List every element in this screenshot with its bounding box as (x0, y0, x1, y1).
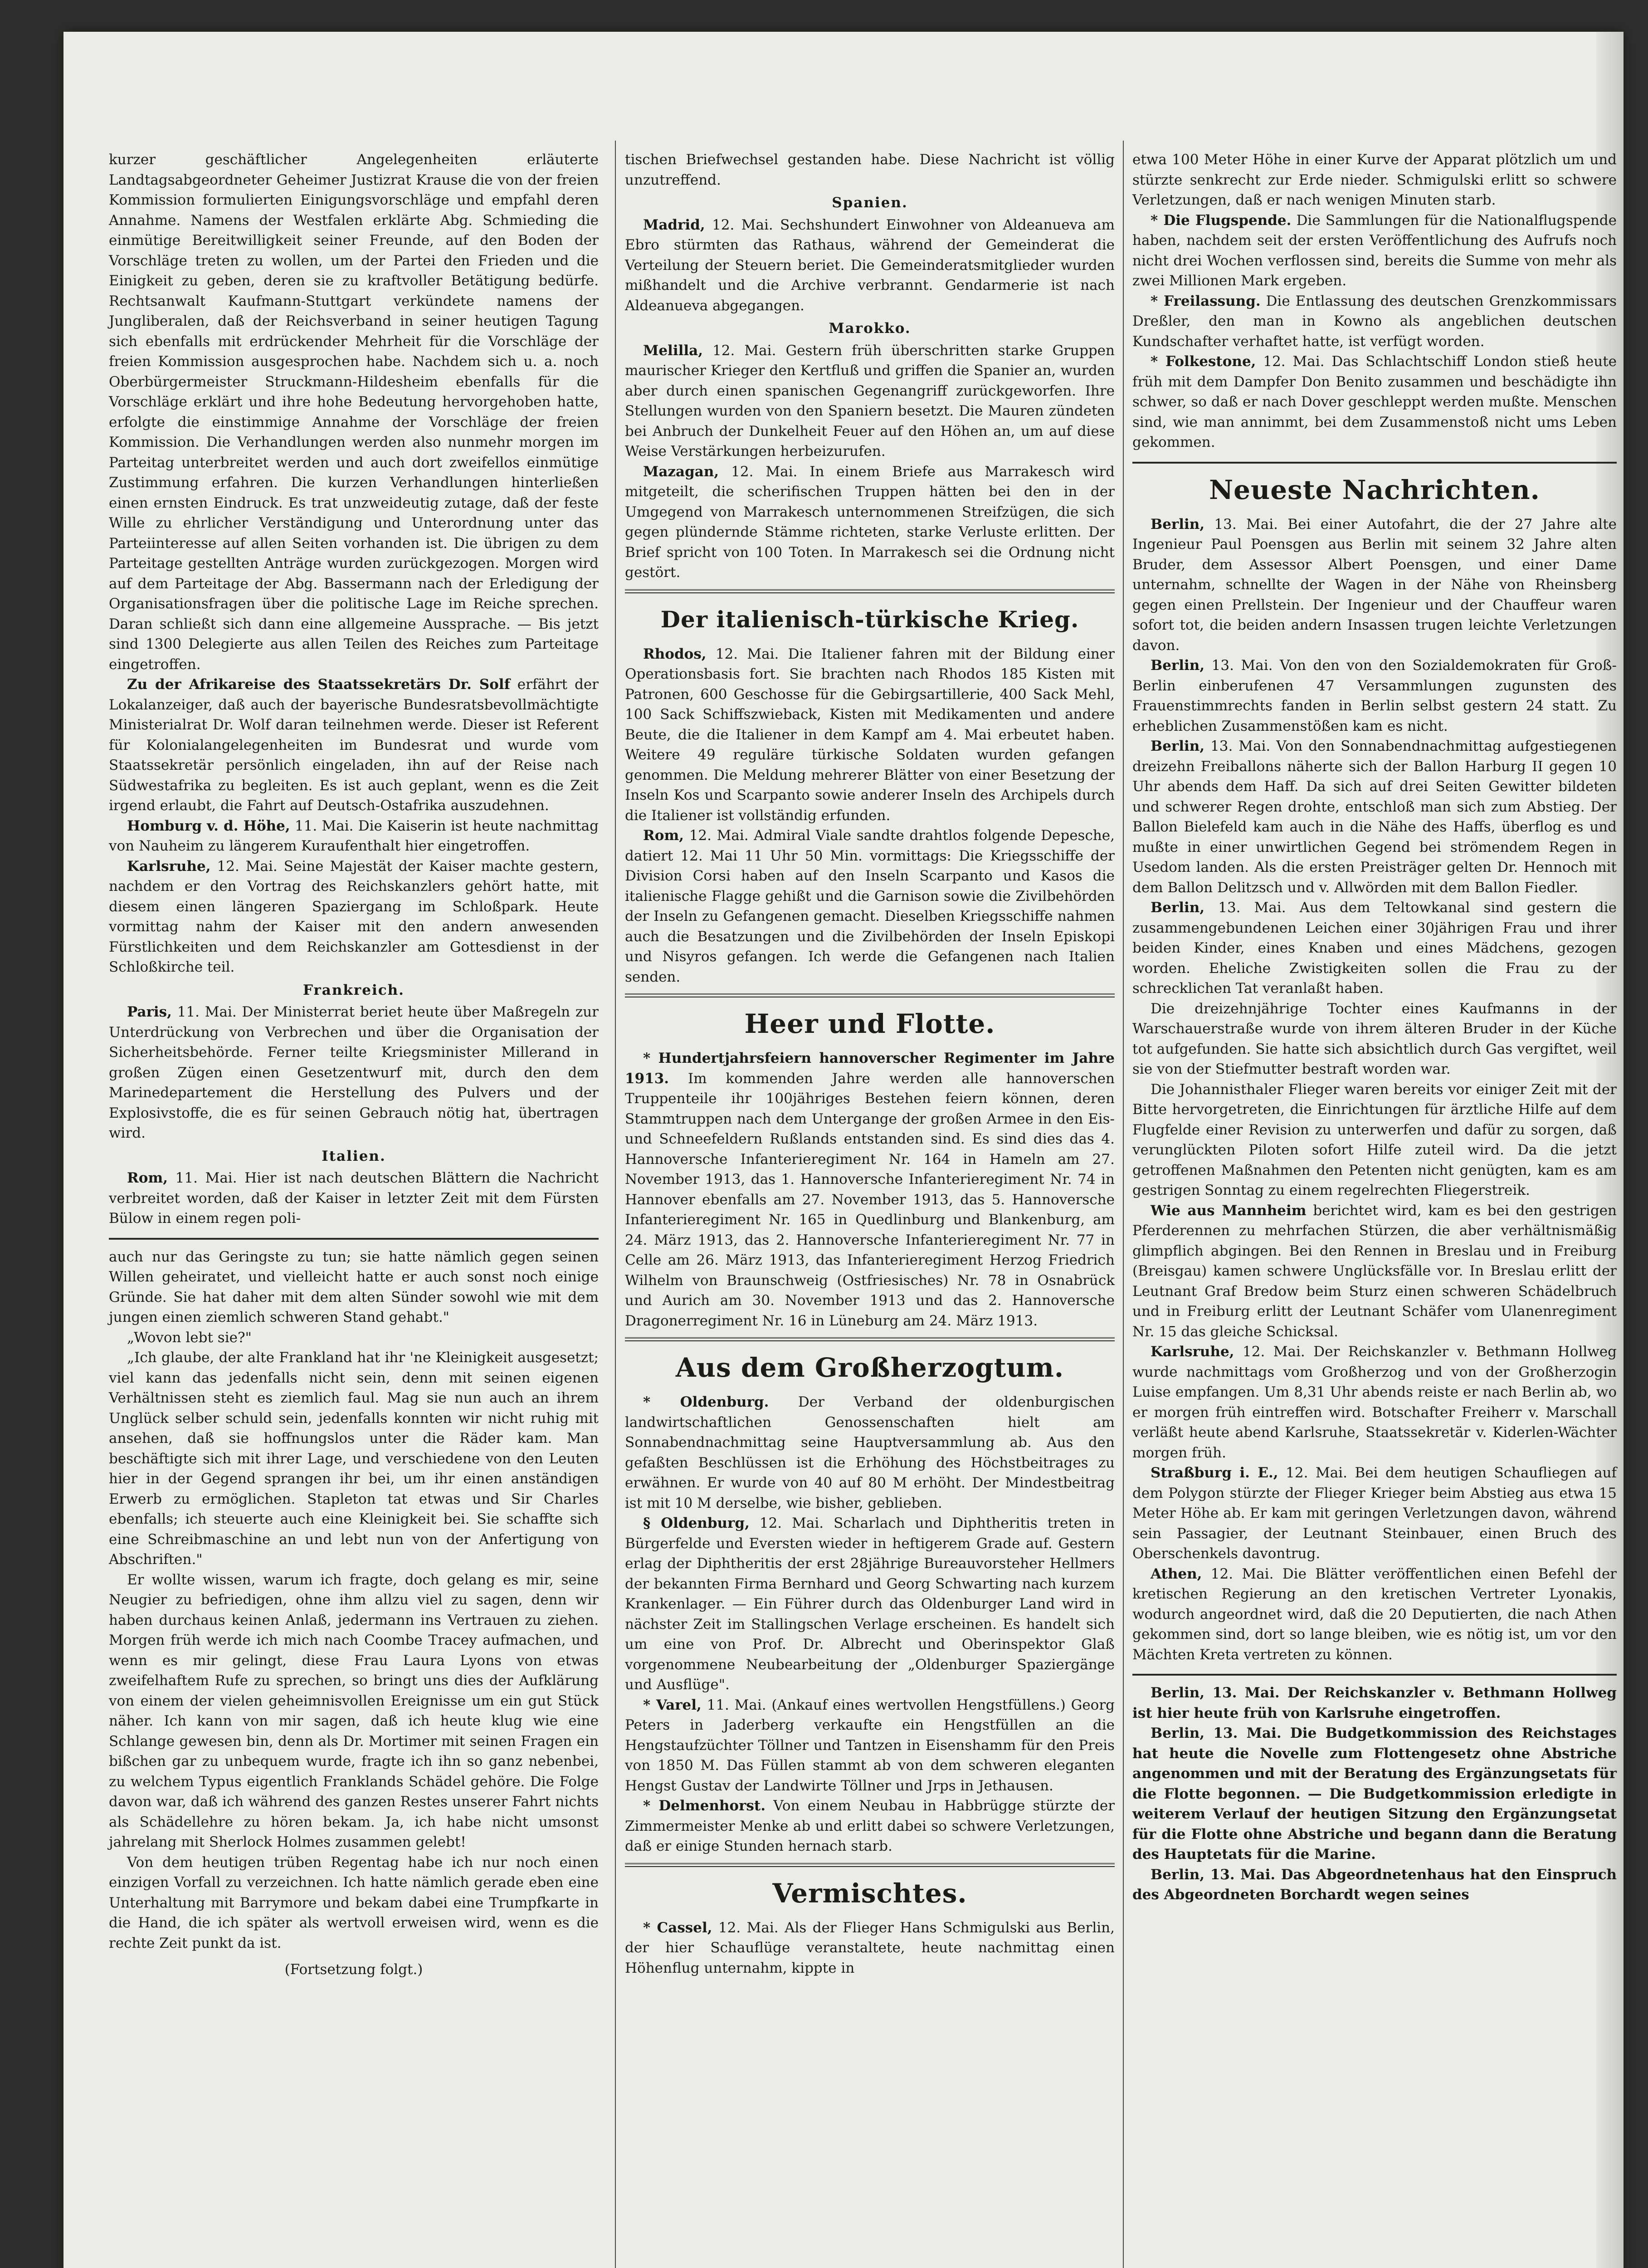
article-paragraph (625, 215, 1115, 316)
paragraph-text: erfährt der Lokalanzeiger, daß auch der bayerische Bundesratsbevollmächtigte Ministerialrat Dr. Wolf daran teilnehmen werde. Dieser ist Referent für Kolonialangelegenheiten im Bundesrat und wurde vom Staatssekretär persönlich eingeladen, ihn auf der Reise nach Südwestafrika zu begleiten. Es ist auch geplant, wenn es die Zeit irgend erlaubt, die Fahrt auf Deutsch-Ostafrika auszudehnen. (109, 676, 599, 814)
dateline: Homburg v. d. Höhe, (127, 817, 290, 834)
article-paragraph (625, 1796, 1115, 1857)
section-rule (625, 993, 1115, 997)
dateline: Paris, (127, 1004, 172, 1020)
dateline: Berlin, 13. Mai. (1151, 1866, 1276, 1883)
feuilleton-paragraph: Von dem heutigen trüben Regentag habe ich nur noch einen einzigen Vorfall zu verzeichnen. Ich hatte nämlich gerade eben eine Unterhaltung mit Barrymore und bekam dabei eine Trumpfkarte in die Hand, die ich später als wertvoll erweisen wird, wenn es die rechte Zeit punkt da ist. (109, 1854, 599, 1951)
paragraph-text: Die Entlassung des deutschen Grenzkommissars Dreßler, den man in Kowno als angeblichen deutschen Kundschafter verhaftet hatte, ist verfügt worden. (1132, 293, 1617, 350)
paragraph-text: berichtet wird, kam es bei den gestrigen Pferderennen zu mehrfachen Stürzen, die aber verhältnismäßig glimpflich abgingen. Bei den Rennen in Breslau und in Freiburg (Breisgau) kamen schwere Unglücksfälle vor. In Breslau erlitt der Leutnant Graf Bredow beim Sturz einen schweren Schädelbruch und in Freiburg erlitt der Leutnant Schäfer vom Ulanenregiment Nr. 15 das gleiche Schicksal. (1132, 1202, 1617, 1340)
paragraph-text: Von einem Neubau in Habbrügge stürzte der Zimmermeister Menke ab und erlitt dabei so schwere Verletzungen, daß er einige Stunden hernach starb. (625, 1798, 1115, 1854)
paragraph-text: 13. Mai. Von den von den Sozialdemokraten für Groß-Berlin einberufenen 47 Versammlungen zugunsten des Frauenstimmrechts fanden in Berlin selbst gestern 24 statt. Zu erheblichen Zusammenstößen kam es nicht. (1132, 657, 1617, 734)
dateline: Karlsruhe, (1151, 1344, 1234, 1360)
paragraph-text: 11. Mai. Hier ist nach deutschen Blättern die Nachricht verbreitet worden, daß der Kaiser in letzter Zeit mit dem Fürsten Bülow in einem regen poli- (109, 1170, 599, 1227)
dateline: Mazagan, (643, 463, 719, 480)
paragraph-text: Das Abgeordnetenhaus hat den Einspruch des Abgeordneten Borchardt wegen seines (1132, 1866, 1617, 1903)
paragraph-text: Der Verband der oldenburgischen landwirtschaftlichen Genossenschaften hielt am Sonnabendnachmittag seine Hauptversammlung ab. Aus den gefaßten Beschlüssen ist die Erhöhung des Höchstbeitrages zu erwähnen. Er wurde von 40 auf 80 M erhöht. Der Mindestbeitrag ist mit 10 M derselbe, wie bisher, geblieben. (625, 1394, 1115, 1511)
paragraph-text: 12. Mai. Die Italiener fahren mit der Bildung einer Operationsbasis fort. Sie brachten nach Rhodos 185 Kisten mit Patronen, 600 Geschosse für die Gebirgsartillerie, 400 Sack Mehl, 100 Sack Schiffszwieback, Kisten mit Medikamenten und andere Beute, die die Italiener in dem Kampf am 4. Mai erbeutet haben. Weitere 49 reguläre türkische Soldaten wurden gefangen genommen. Die Meldung mehrerer Blätter von einer Besetzung der Inseln Kos und Scarpanto sowie anderer Inseln des Archipels durch die Italiener ist vollständig erfunden. (625, 645, 1115, 824)
telegram-paragraph (1132, 1683, 1617, 1723)
dateline: * Folkestone, (1151, 353, 1256, 370)
article-paragraph (1132, 210, 1617, 291)
article-paragraph (625, 644, 1115, 826)
paragraph-lead: * Hundertjahrsfeiern hannoverscher Regimenter im Jahre 1913. (625, 1050, 1115, 1087)
dateline: Rom, (127, 1170, 168, 1186)
section-heading: Spanien. (832, 195, 908, 211)
article-paragraph (625, 341, 1115, 462)
feuilleton-paragraph: „Wovon lebt sie?" (127, 1329, 252, 1346)
paragraph-text: 12. Mai. Als der Flieger Hans Schmigulski aus Berlin, der hier Schauflüge veranstaltete, heute nachmittag einen Höhenflug unternahm, kippte in (625, 1919, 1115, 1976)
dateline: Berlin, 13. Mai. (1151, 1685, 1280, 1701)
article-paragraph (1132, 898, 1617, 999)
paragraph-text: 12. Mai. Bei dem heutigen Schaufliegen auf dem Polygon stürzte der Flieger Krieger beim Abstieg aus etwa 15 Meter Höhe ab. Er kam mit geringen Verletzungen davon, während sein Passagier, der Leutnant Steinbauer, einen Bruch des Oberschenkels davontrug. (1132, 1465, 1617, 1562)
dateline: Berlin, (1151, 899, 1205, 916)
section-rule (625, 1337, 1115, 1341)
paragraph-text: 11. Mai. Der Ministerrat beriet heute über Maßregeln zur Unterdrückung von Verbrechen und über die Organisation der Sicherheitsbehörde. Ferner teilte Kriegsminister Millerand in großen Zügen einen Gesetzentwurf mit, durch den dem Marinedepartement die Herstellung des Pulvers und der Explosivstoffe, die es für seinen Gebrauch nötig hat, übertragen wird. (109, 1004, 599, 1141)
telegram-paragraph (1132, 1723, 1617, 1865)
article-paragraph (1132, 1201, 1617, 1342)
article-paragraph (625, 1918, 1115, 1979)
dateline: Madrid, (643, 216, 705, 233)
paragraph-text: 12. Mai. Die Blätter veröffentlichen einen Befehl der kretischen Regierung an den kretischen Vertreter Lyonakis, wodurch angeordnet wird, daß die 20 Deputierten, die nach Athen gekommen sind, dort so lange bleiben, wie es nötig ist, um vor den Mächten Kreta vertreten zu können. (1132, 1565, 1617, 1663)
paragraph-text: Die Budgetkommission des Reichstages hat heute die Novelle zum Flottengesetz ohne Abstriche angenommen und mit der Beratung des Ergänzungsetats für die Flotte begonnen. — Die Budgetkommission erledigte in weiterem Verlauf der heutigen Sitzung den Ergänzungsetat für die Flotte ohne Abstriche und begann dann die Beratung des Hauptetats für die Marine. (1132, 1725, 1617, 1862)
article-paragraph (625, 462, 1115, 583)
article-paragraph (109, 675, 599, 816)
article-paragraph (109, 816, 599, 856)
feuilleton-paragraph: Er wollte wissen, warum ich fragte, doch gelang es mir, seine Neugier zu befriedigen, ohne ihm allzu viel zu sagen, denn wir haben durchaus keinen Anlaß, jedermann ins Vertrauen zu ziehen. Morgen früh werde ich mich nach Coombe Tracey aufmachen, und wenn es mir gelingt, diese Frau Laura Lyons von etwas zweifelhaftem Rufe zu sprechen, so bringt uns dies der Aufklärung von einem der vielen geheimnisvollen Ereignisse um ein gut Stück näher. Ich kann von mir sagen, daß ich heute klug wie eine Schlange gewesen bin, denn als Dr. Mortimer mit seinen Fragen ein bißchen gar zu unbequem wurde, fragte ich ihn so ganz nebenbei, zu welchem Typus eigentlich Franklands Schädel gehöre. Die Folge davon war, daß ich während des ganzen Restes unserer Fahrt nichts als Schädellehre zu hören bekam. Ja, ich habe nicht umsonst jahrelang mit Sherlock Holmes zusammen gelebt! (109, 1571, 599, 1850)
paragraph-lead: * Die Flugspende. (1151, 212, 1292, 229)
article-paragraph (1132, 1463, 1617, 1564)
feuilleton-paragraph: „Ich glaube, der alte Frankland hat ihr 'ne Kleinigkeit ausgesetzt; viel kann das jedenfalls nicht sein, denn mit seinen eigenen Verhältnissen steht es ziemlich faul. Mag sie nun auch an ihrem Unglück selber schuld sein, jedenfalls konnten wir nicht ruhig mit ansehen, daß sie hoffnungslos unter die Räder kam. Man beschäftigte sich mit ihrer Lage, und verschiedene von den Leuten hier in der Gegend sprangen ihr bei, um ihr einen anständigen Erwerb zu ermöglichen. Stapleton tat etwas und Sir Charles ebenfalls; ich steuerte auch eine Kleinigkeit bei. Sie schaffte sich eine Schreibmaschine an und lebt nun von der Anfertigung von Abschriften." (109, 1349, 599, 1568)
section-heading: Frankreich. (303, 982, 405, 998)
section-rule (1132, 1674, 1617, 1676)
article-paragraph: kurzer geschäftlicher Angelegenheiten erläuterte Landtagsabgeordneter Geheimer Justizrat Krause die von der freien Kommission formulierten Einigungsvorschläge und empfahl deren Annahme. Namens der Westfalen erklärte Abg. Schmieding die einmütige Bereitwilligkeit seiner Freunde, auf den Boden der Vorschläge treten zu wollen, um der Partei den Frieden und die Einigkeit zu geben, deren sie zu kraftvoller Betätigung bedürfe. Rechtsanwalt Kaufmann-Stuttgart verkündete namens der Jungliberalen, daß der Reichsverband in seiner heutigen Tagung sich ebenfalls mit erdrückender Mehrheit für die Vorschläge der freien Kommission ausgesprochen habe. Nachdem sich u. a. noch Oberbürgermeister Struckmann-Hildesheim ebenfalls für die Vorschläge erklärt und ihre hohe Bedeutung hervorgehoben hatte, erfolgte die einstimmige Annahme der Vorschläge der freien Kommission. Die Verhandlungen werden also nunmehr morgen im Parteitag unterbreitet werden und auch dort zweifellos einmütige Zustimmung erfahren. Die kurzen Verhandlungen hinterließen einen ernsten Eindruck. Es trat unzweideutig zutage, daß der feste Wille zu ehrlicher Verständigung und Unterordnung unter das Parteiinteresse auf allen Seiten vorhanden ist. Die übrigen zu dem Parteitage gestellten Anträge wurden zurückgezogen. Morgen wird auf dem Parteitage der Abg. Bassermann nach der Erledigung der Organisationsfragen über die politische Lage im Reiche sprechen. Daran schließt sich dann eine allgemeine Aussprache. — Bis jetzt sind 1300 Delegierte aus allen Teilen des Reiches zum Parteitage eingetroffen. (109, 152, 599, 673)
dateline: Melilla, (643, 342, 703, 359)
paragraph-text: Die Sammlungen für die Nationalflugspende haben, nachdem seit der ersten Veröffentlichung des Aufrufs noch nicht drei Wochen verflossen sind, bereits die Summe von mehr als zwei Millionen Mark ergeben. (1132, 212, 1617, 289)
paragraph-lead: * Freilassung. (1151, 293, 1261, 309)
article-paragraph (1132, 1342, 1617, 1463)
section-rule (625, 589, 1115, 593)
dateline: Karlsruhe, (127, 858, 211, 875)
section-rule (1132, 462, 1617, 464)
paragraph-text: 12. Mai. Sechshundert Einwohner von Aldeanueva am Ebro stürmten das Rathaus, während der Gemeinderat die Verteilung der Steuern beriet. Die Gemeinderatsmitglieder wurden mißhandelt und die Archive verbrannt. Gendarmerie ist nach Aldeanueva abgegangen. (625, 216, 1115, 314)
paragraph-text: 12. Mai. Scharlach und Diphtheritis treten in Bürgerfelde und Eversten wieder in heftigerem Grade auf. Gestern erlag der Diphtheritis der erst 28jährige Bureauvorsteher Hellmers der bekannten Firma Bernhard und Georg Schwarting nach kurzem Krankenlager. — Ein Führer durch das Oldenburger Land wird in nächster Zeit im Stallingschen Verlage erscheinen. Es handelt sich um eine von Prof. Dr. Albrecht und Oberinspektor Glaß vorgenommene Neubearbeitung der „Oldenburger Spaziergänge und Ausflüge". (625, 1515, 1115, 1693)
article-paragraph (625, 1048, 1115, 1331)
paragraph-text: 13. Mai. Bei einer Autofahrt, die der 27 Jahre alte Ingenieur Paul Poensgen aus Berlin mit seinem 32 Jahre alten Bruder, dem Assessor Albert Poensgen, und einer Dame unternahm, schnellte der Wagen in der Nähe von Rheinsberg gegen einen Prellstein. Der Ingenieur und der Chauffeur waren sofort tot, die beiden andern Insassen trugen leichte Verletzungen davon. (1132, 516, 1617, 654)
paragraph-lead: Wie aus Mannheim (1151, 1202, 1307, 1219)
article-paragraph (625, 1695, 1115, 1796)
dateline: * Delmenhorst. (643, 1798, 765, 1814)
article-paragraph (1132, 655, 1617, 736)
dateline: § Oldenburg, (643, 1515, 750, 1531)
dateline: * Oldenburg. (643, 1394, 769, 1410)
paragraph-text: 13. Mai. Aus dem Teltowkanal sind gestern die zusammengebundenen Leichen einer 30jährigen Frau und ihrer beiden Kinder, eines Knaben und eines Mädchens, gezogen worden. Eheliche Zwistigkeiten sollen die Frau zu der schrecklichen Tat veranlaßt haben. (1132, 899, 1617, 997)
dateline: Berlin, (1151, 657, 1205, 674)
article-paragraph: Die dreizehnjährige Tochter eines Kaufmanns in der Warschauerstraße wurde von ihrem älteren Bruder in der Küche tot aufgefunden. Sie hatte sich absichtlich durch Gas vergiftet, weil sie von der Stiefmutter bestraft worden war. (1132, 1000, 1617, 1077)
article-paragraph: Die Johannisthaler Flieger waren bereits vor einiger Zeit mit der Bitte hervorgetreten, die Einrichtungen für ärztliche Hilfe auf dem Flugfelde einer Revision zu unterwerfen und dafür zu sorgen, daß verunglückten Piloten sofort Hilfe zuteil wird. Da die jetzt getroffenen Maßnahmen den Petenten nicht genügten, kam es am gestrigen Sonntag zu einem regelrechten Fliegerstreik. (1132, 1081, 1617, 1198)
newspaper-page (63, 32, 1624, 2268)
paragraph-lead: Zu der Afrikareise des Staatssekretärs Dr. Solf (127, 676, 510, 693)
telegram-paragraph (1132, 1865, 1617, 1905)
column-2 (625, 150, 1115, 1978)
article-paragraph (625, 826, 1115, 987)
column-3 (1132, 150, 1617, 1905)
column-1 (109, 150, 599, 1980)
dateline: Berlin, (1151, 738, 1205, 754)
paragraph-text: 13. Mai. Von den Sonnabendnachmittag aufgestiegenen dreizehn Freiballons näherte sich der Ballon Harburg II gegen 10 Uhr abends dem Haff. Da sich auf drei Seiten Gewitter bildeten und schwerer Regen drohte, entschloß man sich zum Abstieg. Der Ballon Bielefeld kam auch in die Nähe des Haffs, überflog es und mußte in einer unwirtlichen Gegend bei strömendem Regen in Usedom landen. Als die ersten Preisträger gelten Dr. Hennoch mit dem Ballon Delitzsch und v. Allwörden mit dem Ballon Fiedler. (1132, 738, 1617, 896)
article-paragraph (625, 1392, 1115, 1513)
article-paragraph (109, 1168, 599, 1229)
article-paragraph (625, 1513, 1115, 1695)
section-heading: Marokko. (829, 320, 911, 337)
paragraph-text: 12. Mai. In einem Briefe aus Marrakesch wird mitgeteilt, die scherifischen Truppen hätten bei den in der Umgegend von Marrakesch unternommenen Streifzügen, die sich gegen plündernde Stämme richteten, starke Verluste erlitten. Der Brief spricht von 100 Toten. In Marrakesch sei die Ordnung nicht gestört. (625, 463, 1115, 581)
article-paragraph (1132, 291, 1617, 352)
dateline: Athen, (1151, 1565, 1202, 1582)
article-paragraph (1132, 1564, 1617, 1665)
paragraph-text: 12. Mai. Gestern früh überschritten starke Gruppen maurischer Krieger den Kertfluß und griffen die Spanier an, wurden aber durch einen spanischen Gegenangriff zurückgeworfen. Ihre Stellungen wurden von den Spaniern besetzt. Die Mauren zündeten bei Anbruch der Dunkelheit Feuer auf den Höhen an, um auf diese Weise Verstärkungen herbeizurufen. (625, 342, 1115, 459)
paragraph-text: 12. Mai. Seine Majestät der Kaiser machte gestern, nachdem er den Vortrag des Reichskanzlers gehört hatte, mit diesem einen längeren Spaziergang im Schloßpark. Heute vormittag nahm der Kaiser mit den andern anwesenden Fürstlichkeiten und dem Reichskanzler am Gottesdienst in der Schloßkirche teil. (109, 858, 599, 975)
section-heading: Italien. (322, 1148, 386, 1164)
dateline: * Varel, (643, 1696, 702, 1713)
paragraph-text: Im kommenden Jahre werden alle hannoverschen Truppenteile ihr 100jähriges Bestehen feiern können, deren Stammtruppen nach dem Untergange der großen Armee in den Eis- und Schneefeldern Rußlands entstanden sind. Es sind dies das 4. Hannoversche Infanterieregiment Nr. 164 in Hameln am 27. November 1913, das 1. Hannoversche Infanterieregiment Nr. 74 in Hannover ebenfalls am 27. November 1913, das 5. Hannoversche Infanterieregiment Nr. 165 in Quedlinburg und Blankenburg, am 24. März 1913, das 2. Hannoversche Infanterieregiment Nr. 77 in Celle am 26. März 1913, das Infanterieregiment Herzog Friedrich Wilhelm von Braunschweig (Ostfriesisches) Nr. 78 in Osnabrück und Aurich am 30. November 1913 und das 2. Hannoversche Dragonerregiment Nr. 16 in Lüneburg am 24. März 1913. (625, 1070, 1115, 1329)
paragraph-text: 12. Mai. Der Reichskanzler v. Bethmann Hollweg wurde nachmittags vom Großherzog und von der Großherzogin Luise empfangen. Um 8,31 Uhr abends reiste er nach Berlin ab, wo er morgen früh eintreffen wird. Botschafter Freiherr v. Marschall verläßt heute abend Karlsruhe, Staatssekretär v. Kiderlen-Wächter morgen früh. (1132, 1344, 1617, 1461)
article-paragraph (109, 856, 599, 978)
article-paragraph (1132, 352, 1617, 453)
section-rule (625, 1863, 1115, 1867)
column-divider (1123, 141, 1124, 2268)
section-headline: Der italienisch-türkische Krieg. (660, 606, 1079, 633)
feuilleton-paragraph: auch nur das Geringste zu tun; sie hatte nämlich gegen seinen Willen geheiratet, und vielleicht hatte er auch sonst noch einige Gründe. Sie hat daher mit dem alten Sünder sowohl wie mit dem jungen einen ziemlich schweren Stand gehabt." (109, 1248, 599, 1325)
paragraph-text: 12. Mai. Das Schlachtschiff London stieß heute früh mit dem Dampfer Don Benito zusammen und beschädigte ihn schwer, so daß er nach Dover geschleppt werden mußte. Menschen sind, wie man annimmt, bei dem Zusammenstoß nicht ums Leben gekommen. (1132, 353, 1617, 450)
section-headline: Vermischtes. (772, 1877, 967, 1909)
section-headline: Aus dem Großherzogtum. (675, 1352, 1064, 1383)
dateline: Berlin, 13. Mai. (1151, 1725, 1282, 1741)
article-paragraph (109, 1002, 599, 1144)
feuilleton-rule (109, 1238, 599, 1240)
section-headline: Heer und Flotte. (744, 1008, 995, 1039)
dateline: Straßburg i. E., (1151, 1465, 1278, 1481)
section-headline: Neueste Nachrichten. (1209, 474, 1540, 505)
dateline: * Cassel, (643, 1919, 712, 1936)
dateline: Rom, (643, 827, 684, 844)
column-divider (615, 141, 616, 2268)
article-paragraph (1132, 514, 1617, 656)
article-paragraph (1132, 736, 1617, 898)
continuation-note: (Fortsetzung folgt.) (284, 1961, 423, 1978)
article-paragraph: etwa 100 Meter Höhe in einer Kurve der Apparat plötzlich um und stürzte senkrecht zur Erde nieder. Schmigulski erlitt so schwere Verletzungen, daß er nach wenigen Minuten starb. (1132, 152, 1617, 208)
article-paragraph: tischen Briefwechsel gestanden habe. Diese Nachricht ist völlig unzutreffend. (625, 152, 1115, 188)
paragraph-text: Der Reichskanzler v. Bethmann Hollweg ist hier heute früh von Karlsruhe eingetroffen. (1132, 1685, 1617, 1721)
paragraph-text: 11. Mai. (Ankauf eines wertvollen Hengstfüllens.) Georg Peters in Jaderberg verkaufte ein Hengstfüllen an die Hengstaufzüchter Töllner und Tantzen in Eisenshamm für den Preis von 1850 M. Das Füllen stammt ab von dem schweren eleganten Hengst Gustav der Landwirte Töllner und Jrps in Jethausen. (625, 1696, 1115, 1794)
dateline: Berlin, (1151, 516, 1205, 533)
paragraph-text: 12. Mai. Admiral Viale sandte drahtlos folgende Depesche, datiert 12. Mai 11 Uhr 50 Min. vormittags: Die Kriegsschiffe der Division Corsi haben auf den Inseln Scarpanto und Kasos die italienische Flagge gehißt und die Garnison sowie die Zivilbehörden der Inseln zu Gefangenen gemacht. Dieselben Kriegsschiffe nahmen auch die Besatzungen und die Zivilbehörden der Inseln Episkopi und Nisyros gefangen. Ich werde die Gefangenen nach Italien senden. (625, 827, 1115, 985)
paragraph-text: 11. Mai. Die Kaiserin ist heute nachmittag von Nauheim zu längerem Kuraufenthalt hier eingetroffen. (109, 817, 599, 854)
dateline: Rhodos, (643, 645, 707, 662)
